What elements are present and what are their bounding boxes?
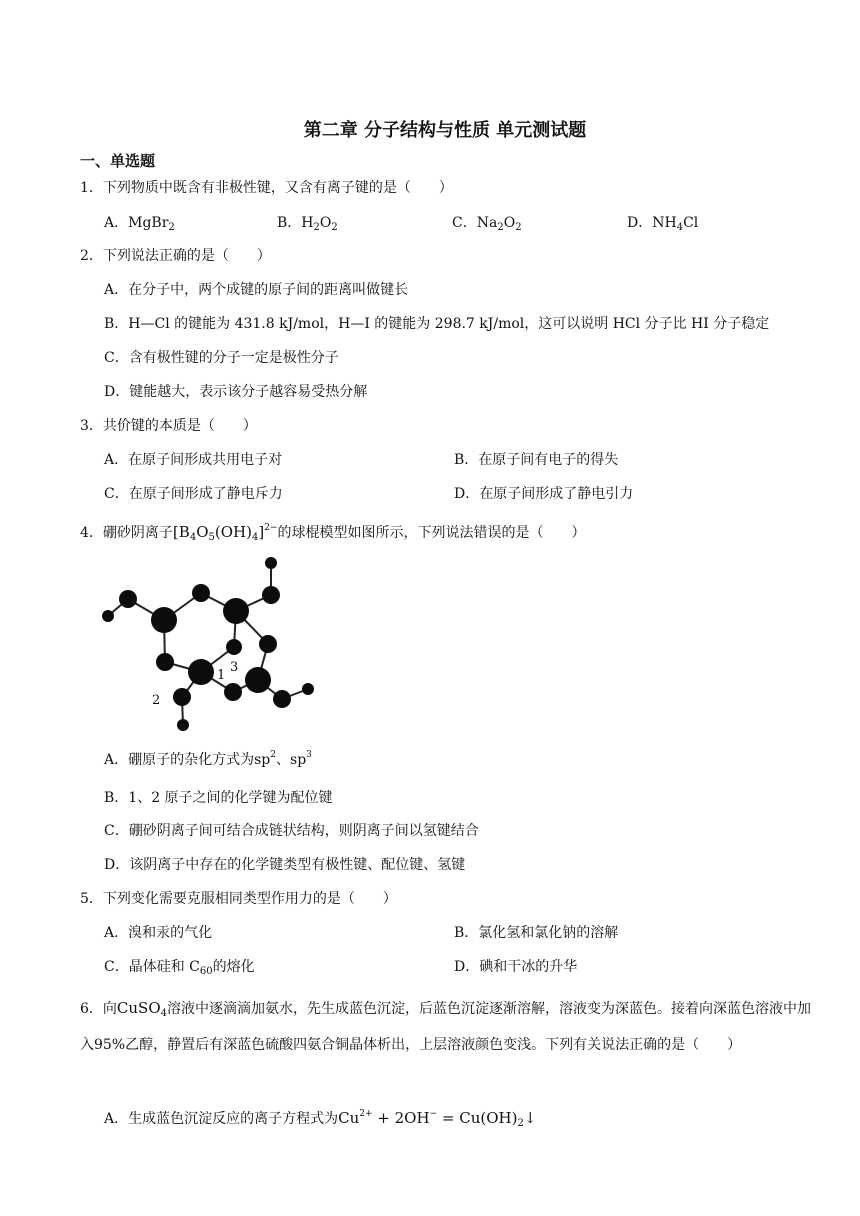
question-5-stem: 5．下列变化需要克服相同类型作用力的是（ ） — [80, 891, 397, 907]
option-text: A．生成蓝色沉淀反应的离子方程式为 — [104, 1111, 339, 1127]
q3-option-d[interactable]: D．在原子间形成了静电引力 — [454, 486, 634, 502]
superscript: 3 — [306, 750, 312, 760]
percent-value: 95% — [94, 1037, 126, 1053]
option-text: Cl — [683, 215, 699, 231]
formula-text: + 2OH — [372, 1109, 430, 1127]
q2-option-c[interactable]: C．含有极性键的分子一定是极性分子 — [104, 350, 339, 366]
charge-superscript: 2− — [264, 523, 278, 533]
q5-option-c[interactable] — [104, 957, 255, 977]
subscript: 2 — [515, 222, 522, 233]
q5-option-b[interactable]: B．氯化氢和氯化钠的溶解 — [454, 925, 619, 941]
ball-and-stick-model — [96, 548, 326, 738]
borate-formula: $[B_4O_5(OH)_4]^{2-}$ — [172, 523, 278, 543]
section-heading: 一、单选题 — [80, 152, 156, 170]
formula-text: = Cu — [437, 1109, 481, 1127]
superscript: 2 — [270, 750, 277, 760]
stem-text: 6．向 — [80, 1001, 117, 1017]
q3-option-c[interactable]: C．在原子间形成了静电斥力 — [104, 486, 283, 502]
option-text: O — [319, 215, 332, 231]
option-label: A． — [104, 215, 129, 231]
stem-text: 的球棍模型如图所示，下列说法错误的是（ ） — [277, 525, 586, 541]
q4-option-b[interactable]: B．1、2 原子之间的化学键为配位键 — [104, 790, 333, 806]
question-1-stem: 1．下列物质中既含有非极性键，又含有离子键的是（ ） — [80, 180, 453, 196]
option-text: C．晶体硅和 C — [104, 959, 200, 975]
option-text: Na — [476, 215, 498, 231]
stem-text: 4．硼砂阴离子 — [80, 525, 173, 541]
page-title: 第二章 分子结构与性质 单元测试题 — [303, 120, 587, 141]
question-2-stem: 2．下列说法正确的是（ ） — [80, 248, 271, 264]
formula-text: O — [196, 523, 209, 541]
stem-text: 乙醇，静置后有深蓝色硫酸四氨合铜晶体析出，上层溶液颜色变浅。下列有关说法正确的是（ ） — [125, 1037, 742, 1053]
q2-option-d[interactable]: D．键能越大，表示该分子越容易受热分解 — [104, 384, 368, 400]
q5-option-d[interactable]: D．碘和干冰的升华 — [454, 959, 578, 975]
subscript: 4 — [676, 222, 684, 233]
stem-text: 溶液中逐滴滴加氨水，先生成蓝色沉淀，后蓝色沉淀逐渐溶解，溶液变为深蓝色。接着向深蓝色溶液中加入 — [80, 1001, 812, 1053]
q4-option-d[interactable]: D．该阴离子中存在的化学键类型有极性键、配位键、氢键 — [104, 857, 466, 873]
q3-option-b[interactable]: B．在原子间有电子的得失 — [454, 452, 619, 468]
subscript: 2 — [168, 222, 175, 233]
question-4-stem — [80, 522, 585, 543]
option-text: 、 — [276, 752, 291, 768]
q6-option-a[interactable] — [104, 1108, 536, 1129]
q3-option-a[interactable]: A．在原子间形成共用电子对 — [104, 452, 283, 468]
subscript: 2 — [517, 1118, 524, 1129]
option-text: 的熔化 — [212, 959, 255, 975]
option-text: MgBr — [128, 215, 169, 231]
question-3-stem: 3．共价键的本质是（ ） — [80, 418, 257, 434]
option-label: B． — [277, 215, 302, 231]
formula-text: sp — [290, 752, 307, 768]
subscript: 2 — [313, 222, 320, 233]
subscript: 4 — [251, 532, 259, 543]
subscript: 4 — [160, 1008, 168, 1019]
formula-text: B — [178, 523, 190, 541]
subscript: 4 — [189, 532, 197, 543]
q5-option-a[interactable]: A．溴和汞的气化 — [104, 925, 213, 941]
ionic-equation — [338, 1109, 536, 1127]
q4-option-c[interactable]: C．硼砂阴离子间可结合成链状结构，则阴离子间以氢键结合 — [104, 823, 479, 839]
q1-option-d[interactable] — [627, 213, 698, 233]
q1-option-c[interactable] — [452, 213, 522, 233]
q2-option-b[interactable]: B．H—Cl 的键能为 431.8 kJ/mol，H—I 的键能为 298.7 kJ/mol，这可以说明 HCl 分子比 HI 分子稳定 — [104, 316, 770, 332]
option-label: D． — [627, 215, 653, 231]
charge-superscript: 2+ — [359, 1109, 373, 1119]
option-text: H — [301, 215, 314, 231]
formula-text: sp — [254, 752, 271, 768]
atom-label-2: 2 — [152, 693, 161, 708]
precipitate-arrow: ↓ — [523, 1109, 537, 1127]
option-text: O — [503, 215, 516, 231]
subscript: 2 — [497, 222, 504, 233]
formula-text: (OH) — [214, 523, 252, 541]
formula-text: CuSO — [116, 999, 161, 1017]
subscript: 60 — [199, 966, 213, 977]
q1-option-a[interactable] — [104, 213, 175, 233]
subscript: 5 — [208, 532, 215, 543]
subscript: 2 — [331, 222, 338, 233]
option-text: A．硼原子的杂化方式为 — [104, 752, 255, 768]
atom-label-1: 1 — [217, 668, 226, 683]
q1-option-b[interactable] — [277, 213, 338, 233]
q2-option-a[interactable]: A．在分子中，两个成键的原子间的距离叫做键长 — [104, 282, 409, 298]
formula-text: (OH) — [480, 1109, 518, 1127]
question-6-stem — [80, 990, 816, 1063]
atom-label-3: 3 — [230, 660, 239, 675]
option-label: C． — [452, 215, 477, 231]
q4-option-a[interactable] — [104, 750, 312, 770]
option-text: NH — [652, 215, 677, 231]
charge-superscript: − — [429, 1109, 438, 1119]
formula-text: Cu — [338, 1109, 360, 1127]
